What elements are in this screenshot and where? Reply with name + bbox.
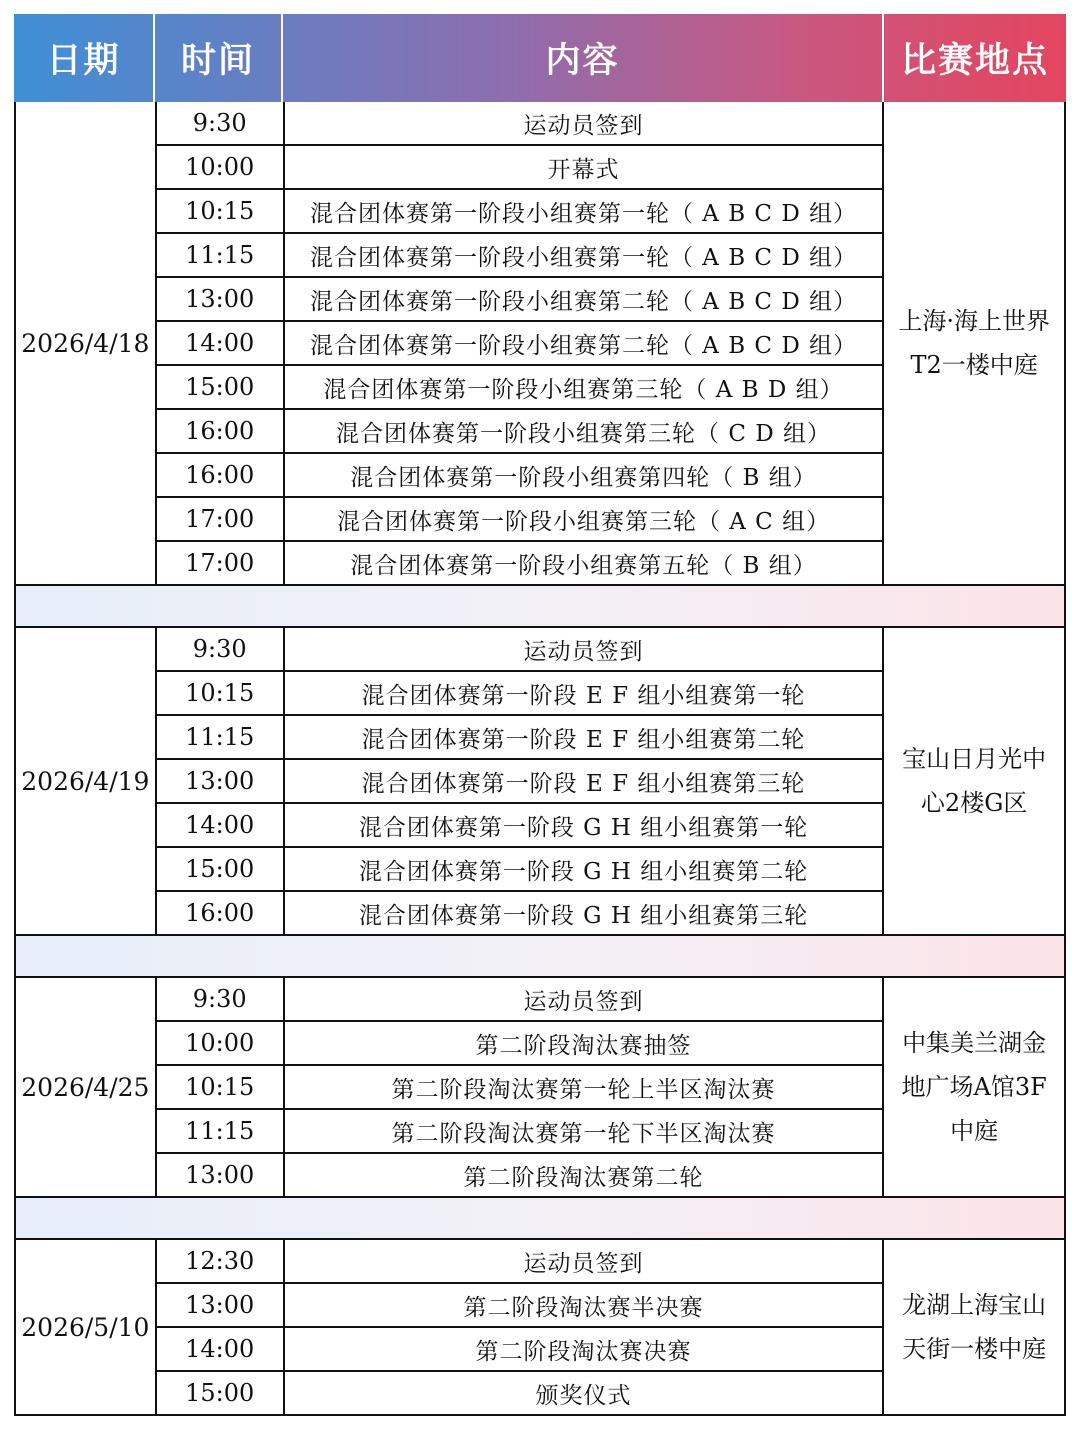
day-block bbox=[14, 102, 1066, 586]
table-row bbox=[157, 628, 883, 672]
day-block bbox=[14, 628, 1066, 936]
table-row bbox=[157, 804, 883, 848]
time-cell: 9:30 bbox=[157, 102, 285, 144]
time-cell: 12:30 bbox=[157, 1240, 285, 1282]
table-row bbox=[157, 1240, 883, 1284]
time-cell: 11:15 bbox=[157, 716, 285, 758]
table-row bbox=[157, 542, 883, 584]
table-row bbox=[157, 366, 883, 410]
content-cell: 混合团体赛第一阶段小组赛第四轮（ B 组） bbox=[350, 464, 817, 491]
time-cell: 9:30 bbox=[157, 978, 285, 1020]
date-cell: 2026/4/25 bbox=[16, 978, 157, 1196]
venue-cell: 宝山日月光中 心2楼G区 bbox=[902, 745, 1047, 817]
header-time: 时间 bbox=[155, 14, 283, 102]
table-row bbox=[157, 672, 883, 716]
table-row bbox=[157, 234, 883, 278]
date-cell: 2026/5/10 bbox=[16, 1240, 157, 1414]
time-cell: 13:00 bbox=[157, 1284, 285, 1326]
table-row bbox=[157, 1022, 883, 1066]
date-cell: 2026/4/19 bbox=[16, 628, 157, 934]
table-row bbox=[157, 322, 883, 366]
content-cell: 第二阶段淘汰赛第一轮下半区淘汰赛 bbox=[391, 1120, 776, 1147]
content-cell: 混合团体赛第一阶段小组赛第一轮（ A B C D 组） bbox=[309, 244, 858, 271]
time-cell: 13:00 bbox=[157, 278, 285, 320]
table-row bbox=[157, 1284, 883, 1328]
event-rows bbox=[157, 628, 885, 934]
time-cell: 15:00 bbox=[157, 1372, 285, 1414]
content-cell: 第二阶段淘汰赛半决赛 bbox=[463, 1294, 704, 1321]
table-row bbox=[157, 978, 883, 1022]
time-cell: 14:00 bbox=[157, 322, 285, 364]
table-row bbox=[157, 498, 883, 542]
time-cell: 9:30 bbox=[157, 628, 285, 670]
table-row bbox=[157, 278, 883, 322]
time-cell: 15:00 bbox=[157, 366, 285, 408]
time-cell: 10:15 bbox=[157, 1066, 285, 1108]
time-cell: 10:00 bbox=[157, 1022, 285, 1064]
content-cell: 混合团体赛第一阶段 E F 组小组赛第三轮 bbox=[361, 770, 806, 797]
table-body bbox=[14, 102, 1066, 1416]
table-row bbox=[157, 1154, 883, 1196]
table-row bbox=[157, 1066, 883, 1110]
event-rows bbox=[157, 978, 885, 1196]
time-cell: 17:00 bbox=[157, 542, 285, 584]
table-row bbox=[157, 1372, 883, 1414]
time-cell: 11:15 bbox=[157, 234, 285, 276]
time-cell: 17:00 bbox=[157, 498, 285, 540]
table-row bbox=[157, 760, 883, 804]
venue-cell: 上海·海上世界 T2一楼中庭 bbox=[898, 307, 1050, 379]
time-cell: 11:15 bbox=[157, 1110, 285, 1152]
table-row bbox=[157, 102, 883, 146]
content-cell: 第二阶段淘汰赛抽签 bbox=[475, 1032, 692, 1059]
time-cell: 16:00 bbox=[157, 892, 285, 934]
day-block bbox=[14, 1240, 1066, 1416]
content-cell: 混合团体赛第一阶段小组赛第三轮（ C D 组） bbox=[336, 420, 832, 447]
table-row bbox=[157, 1328, 883, 1372]
content-cell: 颁奖仪式 bbox=[535, 1382, 632, 1409]
table-row bbox=[157, 1110, 883, 1154]
venue-cell: 龙湖上海宝山 天街一楼中庭 bbox=[902, 1291, 1047, 1363]
table-row bbox=[157, 892, 883, 934]
table-row bbox=[157, 146, 883, 190]
content-cell: 混合团体赛第一阶段小组赛第三轮（ A B D 组） bbox=[323, 376, 844, 403]
table-row bbox=[157, 848, 883, 892]
content-cell: 运动员签到 bbox=[523, 638, 644, 665]
time-cell: 15:00 bbox=[157, 848, 285, 890]
content-cell: 第二阶段淘汰赛第一轮上半区淘汰赛 bbox=[391, 1076, 776, 1103]
day-separator bbox=[14, 1198, 1066, 1240]
content-cell: 开幕式 bbox=[547, 156, 620, 183]
schedule-table bbox=[14, 14, 1066, 1416]
content-cell: 混合团体赛第一阶段 G H 组小组赛第三轮 bbox=[358, 902, 809, 929]
content-cell: 混合团体赛第一阶段 E F 组小组赛第一轮 bbox=[361, 682, 806, 709]
date-cell: 2026/4/18 bbox=[16, 102, 157, 584]
content-cell: 混合团体赛第一阶段 G H 组小组赛第一轮 bbox=[358, 814, 809, 841]
content-cell: 混合团体赛第一阶段 G H 组小组赛第二轮 bbox=[358, 858, 809, 885]
header-venue: 比赛地点 bbox=[900, 40, 1049, 81]
day-separator bbox=[14, 936, 1066, 978]
content-cell: 混合团体赛第一阶段小组赛第二轮（ A B C D 组） bbox=[309, 288, 858, 315]
time-cell: 13:00 bbox=[157, 1154, 285, 1196]
time-cell: 10:15 bbox=[157, 190, 285, 232]
content-cell: 混合团体赛第一阶段小组赛第五轮（ B 组） bbox=[350, 552, 817, 579]
table-header bbox=[14, 14, 1066, 102]
event-rows bbox=[157, 102, 885, 584]
content-cell: 混合团体赛第一阶段小组赛第二轮（ A B C D 组） bbox=[309, 332, 858, 359]
header-content: 内容 bbox=[283, 14, 884, 102]
content-cell: 运动员签到 bbox=[523, 1250, 644, 1277]
venue-cell: 中集美兰湖金 地广场A馆3F 中庭 bbox=[901, 1029, 1047, 1145]
time-cell: 13:00 bbox=[157, 760, 285, 802]
content-cell: 第二阶段淘汰赛决赛 bbox=[475, 1338, 692, 1365]
content-cell: 混合团体赛第一阶段 E F 组小组赛第二轮 bbox=[361, 726, 806, 753]
table-row bbox=[157, 716, 883, 760]
time-cell: 10:15 bbox=[157, 672, 285, 714]
time-cell: 14:00 bbox=[157, 804, 285, 846]
table-row bbox=[157, 410, 883, 454]
time-cell: 10:00 bbox=[157, 146, 285, 188]
content-cell: 运动员签到 bbox=[523, 112, 644, 139]
table-row bbox=[157, 454, 883, 498]
content-cell: 第二阶段淘汰赛第二轮 bbox=[463, 1164, 704, 1191]
header-date: 日期 bbox=[14, 14, 155, 102]
content-cell: 混合团体赛第一阶段小组赛第三轮（ A C 组） bbox=[336, 508, 831, 535]
content-cell: 运动员签到 bbox=[523, 988, 644, 1015]
time-cell: 14:00 bbox=[157, 1328, 285, 1370]
content-cell: 混合团体赛第一阶段小组赛第一轮（ A B C D 组） bbox=[309, 200, 858, 227]
time-cell: 16:00 bbox=[157, 410, 285, 452]
day-block bbox=[14, 978, 1066, 1198]
table-row bbox=[157, 190, 883, 234]
day-separator bbox=[14, 586, 1066, 628]
event-rows bbox=[157, 1240, 885, 1414]
time-cell: 16:00 bbox=[157, 454, 285, 496]
